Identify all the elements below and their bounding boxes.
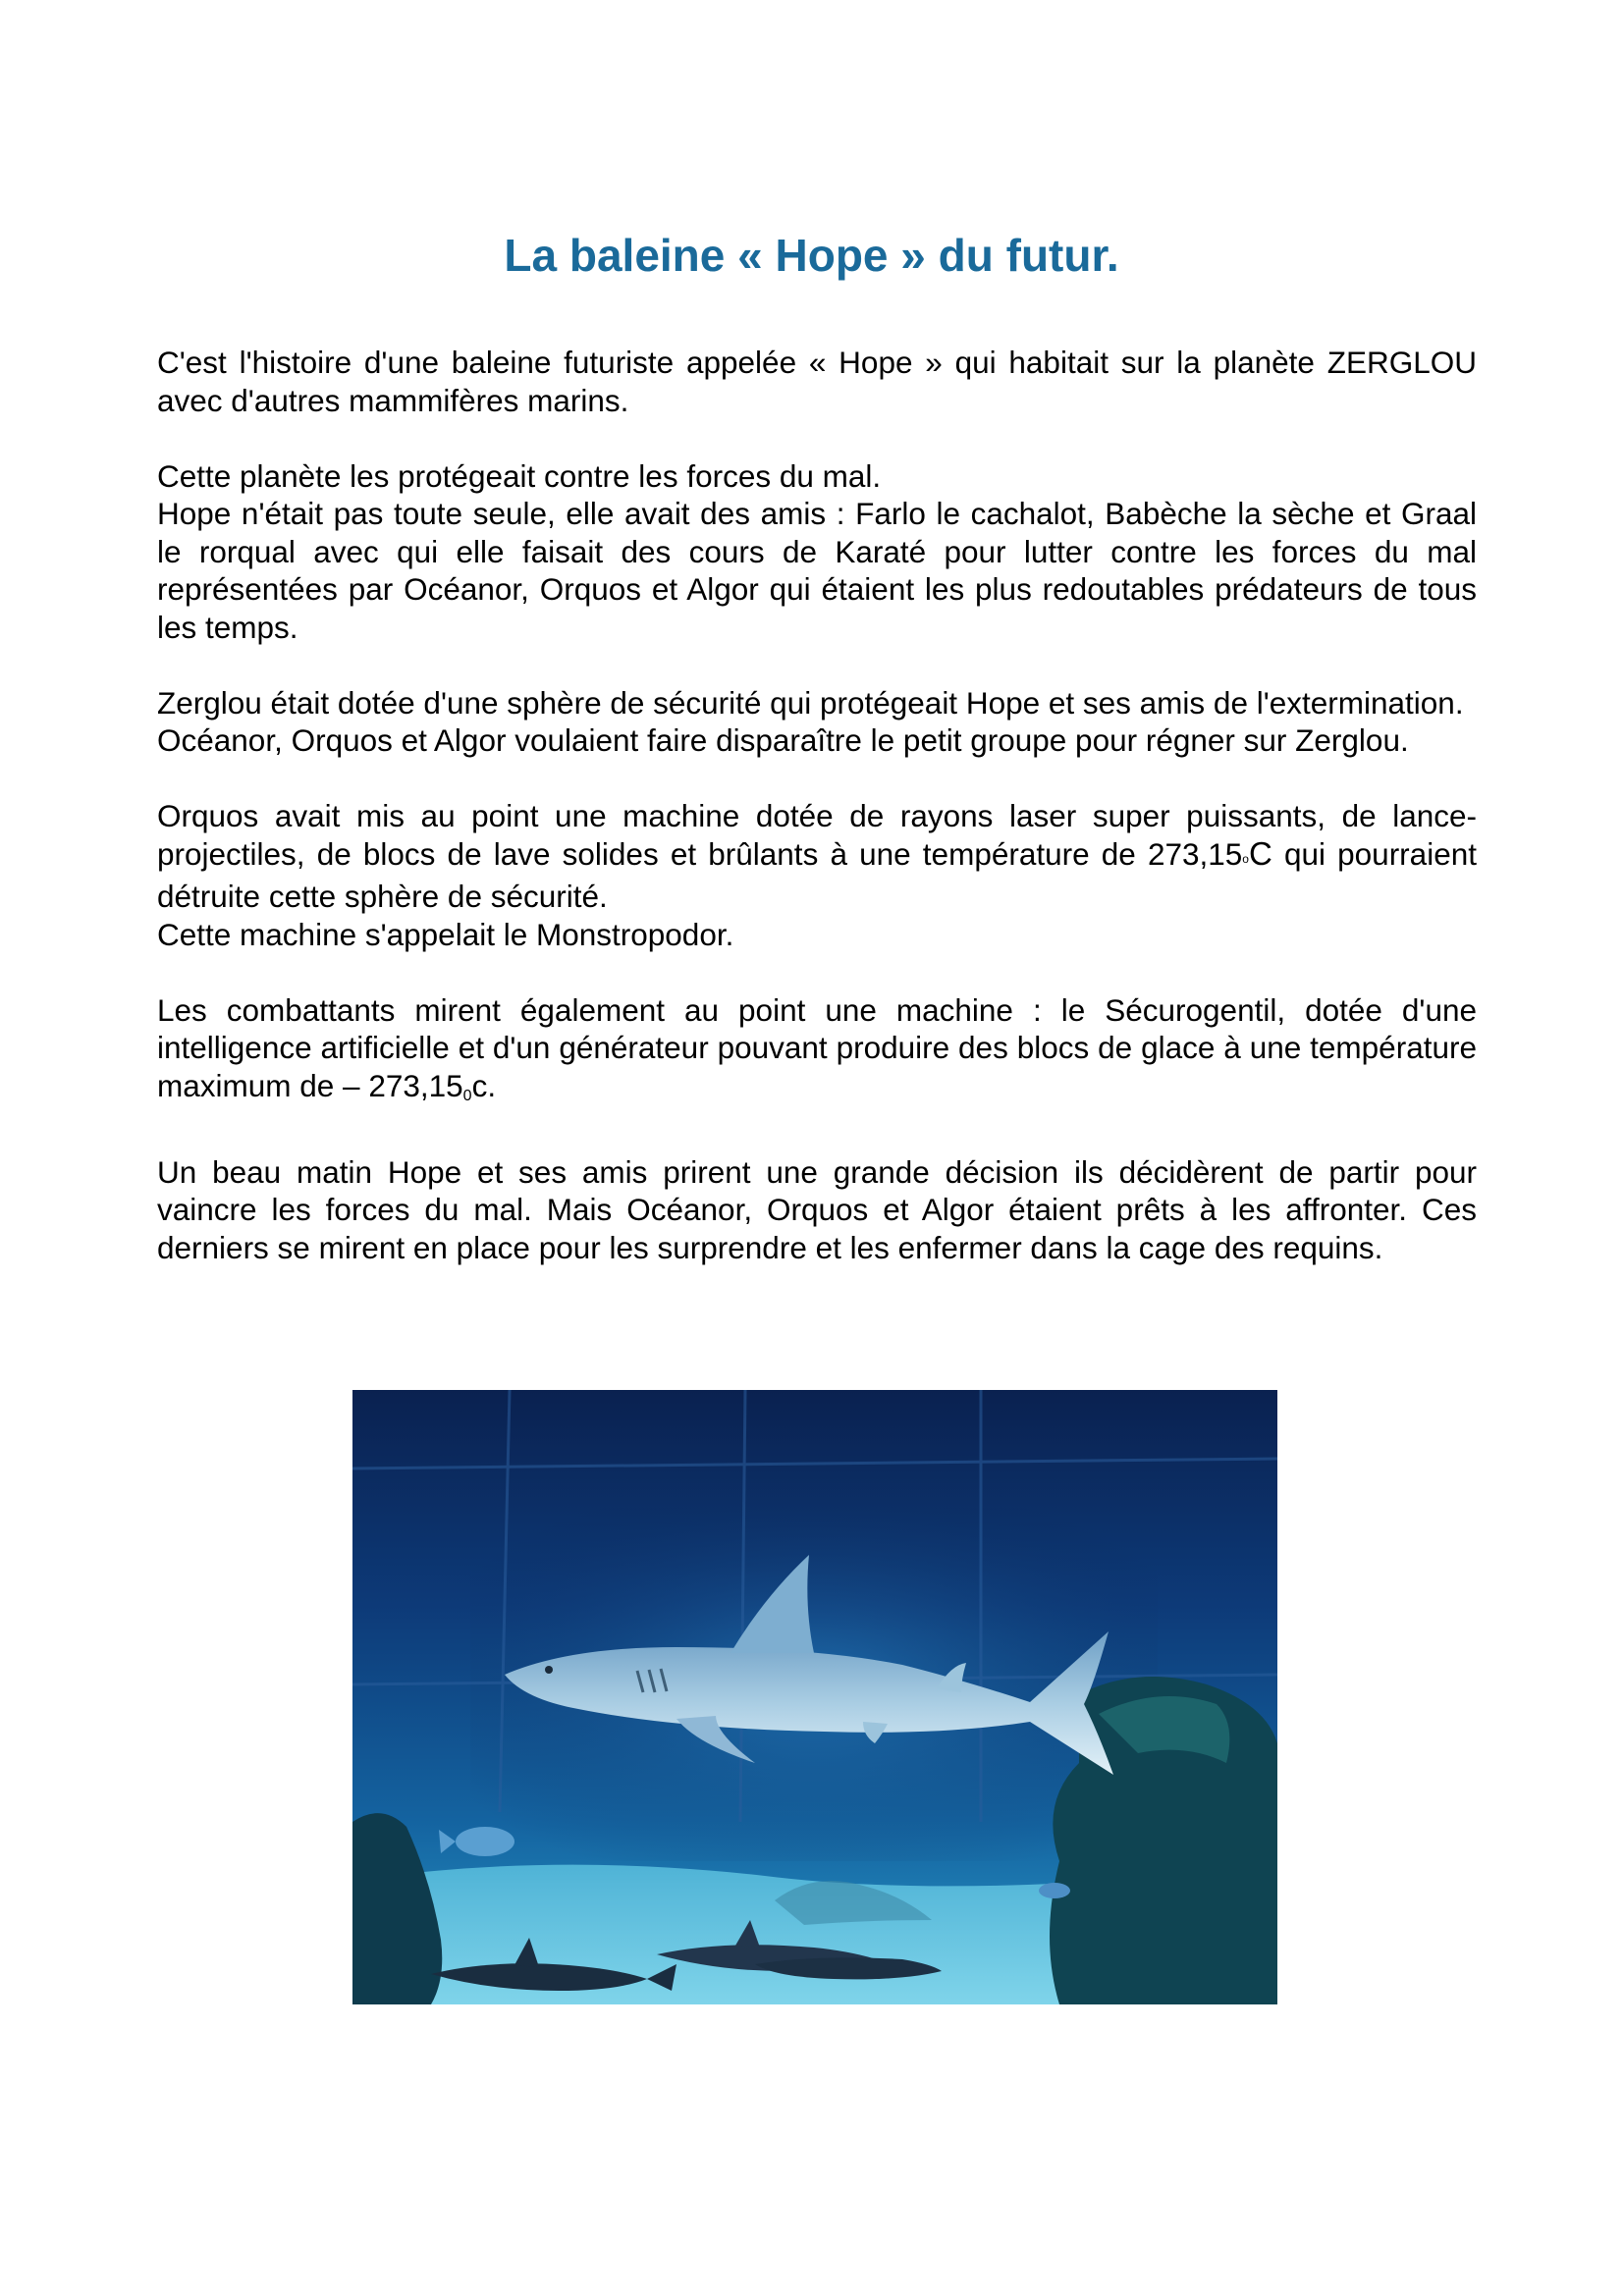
paragraph-2-line-2: Hope n'était pas toute seule, elle avait des amis : Farlo le cachalot, Babèche la sèche et Graal le rorqual avec qui elle faisait des cours de Karaté pour lutter contre les forces du mal représentées par Océanor, Orquos et Algor qui étaient les plus redoutables prédateurs de tous les temps.	[157, 496, 1477, 645]
paragraph-3-line-1: Zerglou était dotée d'une sphère de sécurité qui protégeait Hope et ses amis de l'extermination.	[157, 684, 1464, 721]
shark-aquarium-image	[352, 1390, 1277, 2004]
shark-photo	[352, 1390, 1277, 2004]
document-title: La baleine « Hope » du futur.	[504, 230, 1119, 281]
small-fish	[456, 1827, 514, 1856]
paragraph-4-line-1	[157, 797, 1477, 916]
paragraph-6	[157, 1153, 1477, 1267]
paragraph-3-line-2: Océanor, Orquos et Algor voulaient faire disparaître le petit groupe pour régner sur Zerglou.	[157, 722, 1409, 758]
paragraph-5-text: Les combattants mirent également au point une machine : le Sécurogentil, dotée d'une intelligence artificielle et d'un générateur pouvant produire des blocs de glace à une température maximum de – 273,15	[157, 991, 1477, 1103]
paragraph-1	[157, 344, 1477, 419]
paragraph-4-line-2: Cette machine s'appelait le Monstropodor.	[157, 916, 734, 952]
degree-symbol: o	[1242, 851, 1249, 866]
paragraph-4-text-end: qui pourraient détruite cette sphère de sécurité.	[157, 835, 1477, 914]
temperature-unit: C	[1248, 834, 1272, 872]
paragraph-6-line-1: Un beau matin Hope et ses amis prirent une grande décision ils décidèrent de partir pour vaincre les forces du mal. Mais Océanor, Orquos et Algor étaient prêts à les affronter. Ces derniers se mirent en place pour les surprendre et les enfermer dans la cage des requins.	[157, 1153, 1477, 1265]
degree-symbol-2: 0	[462, 1087, 472, 1104]
paragraph-1-line-1: C'est l'histoire d'une baleine futuriste appelée « Hope » qui habitait sur la planète ZERGLOU avec d'autres mammifères marins.	[157, 345, 1477, 418]
paragraph-2-line-1: Cette planète les protégeait contre les forces du mal.	[157, 457, 882, 494]
paragraph-3	[157, 684, 1477, 760]
paragraph-4-text: Orquos avait mis au point une machine dotée de rayons laser super puissants, de lance-projectiles, de blocs de lave solides et brûlants à une température de 273,15	[157, 798, 1477, 872]
paragraph-5	[157, 991, 1477, 1116]
document-body	[157, 344, 1477, 1305]
paragraph-4	[157, 797, 1477, 953]
paragraph-5-line-1	[157, 991, 1477, 1116]
temperature-unit-2: c.	[471, 1067, 497, 1103]
paragraph-2	[157, 457, 1477, 647]
